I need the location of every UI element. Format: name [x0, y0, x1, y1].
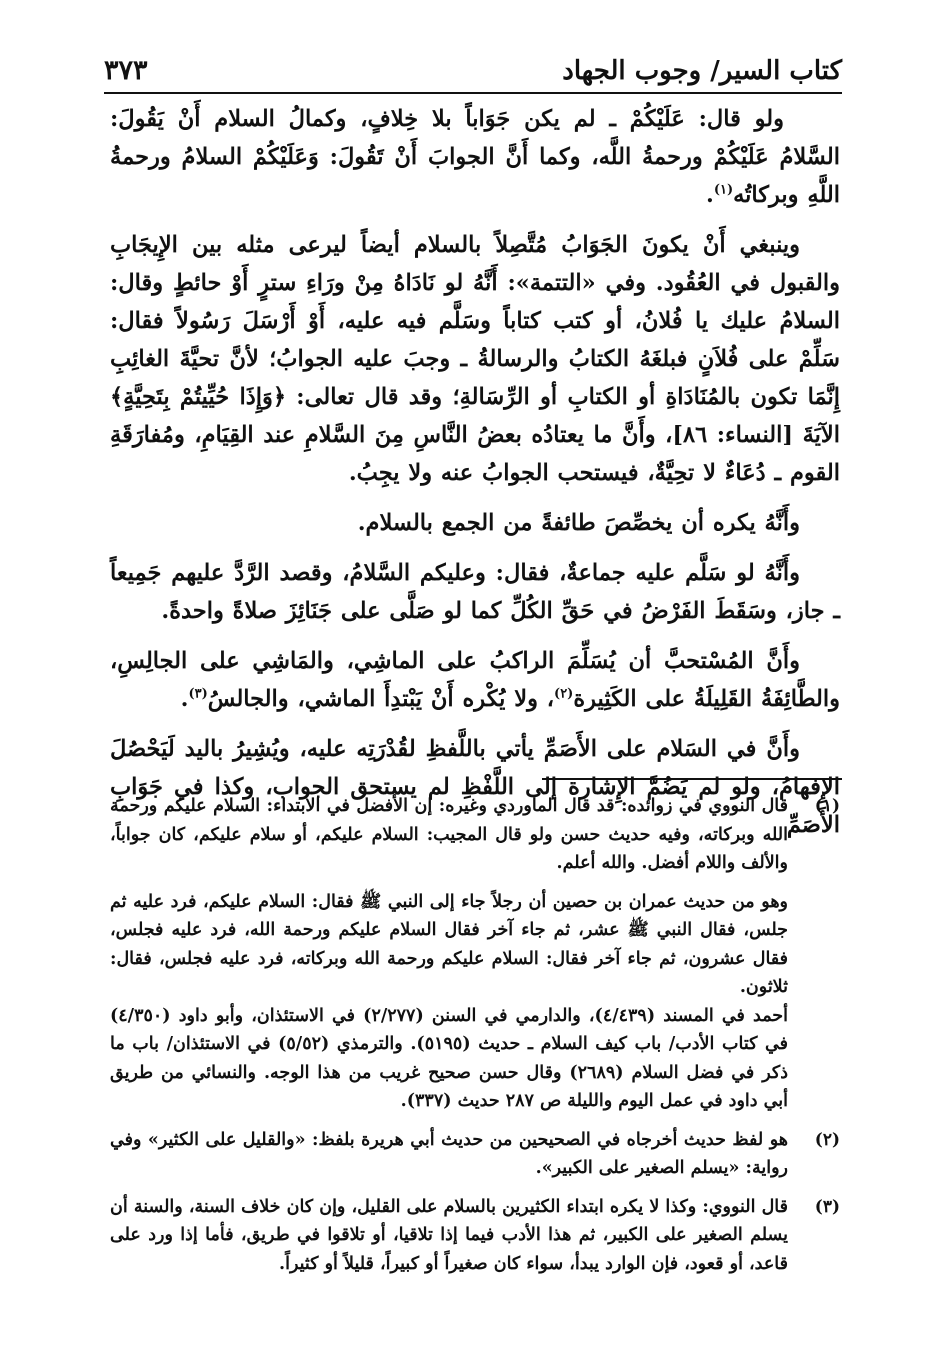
paragraph-2 [110, 226, 840, 492]
paragraph-1-text: ولو قال: عَلَيْكُمْ ـ لم يكن جَوَاباً بلا خِلافٍ، وكمالُ السلام أَنْ يَقُولَ: السَّلامُ عَلَيْكُمْ ورحمةُ اللَّه، وكما أَنَّ الجوابَ أَنْ تَقُولَ: وَعَلَيْكُمْ السلامُ ورحمةُ اللَّهِ وبركاتُه [110, 106, 840, 208]
chapter-title: كتاب السير/ وجوب الجهاد [562, 56, 842, 86]
main-text [110, 100, 840, 856]
paragraph-5-end: . [180, 686, 189, 712]
footnote-3-line-1: قال النووي: وكذا لا يكره ابتداء الكثيرين بالسلام على القليل، وإن كان خلاف السنة، والسنة أن يسلم الصغير على الكبير، ثم هذا الأدب فيما إذا تلاقيا، أو تلاقوا في طريق، فأما إذا ورد على قاعد، أو قعود، فإن الوارد يبدأ، سواء كان صغيراً أو كبيراً، قليلاً أو كثيراً. [110, 1196, 788, 1274]
page-number: ٣٧٣ [104, 55, 148, 86]
paragraph-5-continuation: ، ولا يُكْره أَنْ يَبْتدِأَ الماشي، والجالسُ [207, 686, 555, 712]
paragraph-3-text: وأَنَّهُ يكره أن يخصِّصَ طائفةً من الجمع بالسلام. [357, 510, 800, 536]
footnote-number: (٢) [814, 1129, 840, 1150]
paragraph-5 [110, 642, 840, 718]
paragraph-1: ولو قال: عَلَيْكُمْ ـ لم يكن جَوَاباً بلا خِلافٍ، وكمالُ السلام أَنْ يَقُولَ: السَّلامُ عَلَيْكُمْ ورحمةُ اللَّه، وكما أَنَّ الجوابَ أَنْ تَقُولَ: وَعَلَيْكُمْ السلامُ ورحمةُ اللَّهِ وبركاتُه$^{(١)}$. [110, 106, 840, 208]
footnote-ref-2[interactable]: (٢) [554, 686, 574, 702]
footnote-ref-3[interactable]: (٣) [188, 686, 208, 702]
paragraph-3 [110, 504, 840, 542]
running-head [104, 36, 842, 94]
footnote-separator [542, 778, 842, 780]
paragraph-4 [110, 554, 840, 630]
footnote-1-line-1: قال النووي في زوائده: قد قال الماوردي وغيره: إن الأفضل في الابتداء: السلام عليكم ورحمة الله وبركاته، وفيه حديث حسن ولو قال المجيب: السلام عليكم، أو سلام عليكم، كان جواباً، والألف واللام أفضل. والله أعلم. [110, 796, 788, 873]
footnote-3 [110, 1193, 840, 1279]
footnote-1-line-3: أحمد في المسند (٤/٤٣٩)، والدارمي في السنن (٢/٢٧٧) في الاستئذان، وأبو داود (٤/٣٥٠) في كتاب الأدب/ باب كيف السلام ـ حديث (٥١٩٥). والترمذي (٥/٥٢) في الاستئذان/ باب ما ذكر في فضل السلام (٢٦٨٩) وقال حسن صحيح غريب من هذا الوجه. والنسائي من طريق أبي داود في عمل اليوم والليلة ص ٢٨٧ حديث (٣٣٧). [110, 1005, 788, 1111]
footnote-2 [110, 1126, 840, 1183]
footnote-1-line-2: وهو من حديث عمران بن حصين أن رجلاً جاء إلى النبي ﷺ فقال: السلام عليكم، فرد عليه ثم جلس، فقال النبي ﷺ عشر، ثم جاء آخر فقال السلام عليكم ورحمة الله، فرد عليه فجلس، فقال عشرون، ثم جاء آخر فقال: السلام عليكم ورحمة الله وبركاته، فرد عليه فجلس، فقال: ثلاثون. [110, 891, 788, 997]
paragraph-6-text: وأَنَّ في السَلام على الأَصَمِّ يأتي باللَّفظِ لقُدْرَتِه عليه، ويُشِيرُ باليد لَيَحْصُلَ الإِفهامُ، ولو لم يَضُمَّ الإِشارة إلى اللَّفْظِ لم يستحق الجواب، وكذا في جَوَابِ الأَصَمِّ [110, 736, 840, 838]
paragraph-4-text: وأَنَّهُ لو سَلَّم عليه جماعةٌ، فقال: وعليكم السَّلامُ، وقصد الرَّدَّ عليهم جَمِيعاً ـ جاز، وسَقَطَ الفَرْضُ في حَقِّ الكُلِّ كما لو صَلَّى على جَنَائِزَ صلاةً واحدةً. [110, 560, 840, 624]
footnote-number: (١) [814, 796, 840, 816]
paragraph-5-text: وأَنَّ المُسْتحبَّ أن يُسَلِّمَ الراكبُ على الماشِي، والمَاشِي على الجالِسِ، والطَّائِفَةُ القَلِيلَةُ على الكَثِيرة [110, 648, 840, 712]
footnote-2-line-1: هو لفظ حديث أخرجاه في الصحيحين من حديث أبي هريرة بلفظ: «والقليل على الكثير» وفي رواية: «يسلم الصغير على الكبير». [110, 1129, 788, 1178]
footnote-1 [110, 792, 840, 1116]
paragraph-2-text: وينبغي أَنْ يكونَ الجَوَابُ مُتَّصِلاً بالسلام أيضاً ليرعى مثله بين الإِيجَابِ والقبول في العُقُود. وفي «التتمة»: أَنَّهُ لو نَادَاهُ مِنْ ورَاءِ سترٍ أَوْ حائطٍ وقال: السلامُ عليك يا فُلانُ، أو كتب كتاباً وسَلَّم فيه عليه، أَوْ أَرْسَلَ رَسُولاً فقال: سَلِّمْ على فُلاَنٍ فبلغَهُ الكتابُ والرسالةُ ـ وجبَ عليه الجوابُ؛ لأنَّ تحيَّةَ الغائِبِ إِنَّمَا تكون بالمُنَادَاةِ أو الكتابِ أو الرِّسَالةِ؛ وقد قال تعالى: ﴿وَإِذَا حُيِّيتُمْ بِتَحِيَّةٍ﴾ الآيَةَ [النساء: ٨٦]، وأَنَّ ما يعتادُه بعضُ النَّاسِ مِنَ السَّلامِ عند القِيَامِ، ومُفارَقَةِ القوم ـ دُعَاءٌ لا تحِيَّةٌ، فيستحب الجوابُ عنه ولا يجِبُ. [110, 232, 840, 486]
footnote-number: (٣) [814, 1196, 840, 1217]
footnote-ref-1[interactable]: (١) [713, 182, 734, 198]
footnotes [110, 792, 840, 1288]
